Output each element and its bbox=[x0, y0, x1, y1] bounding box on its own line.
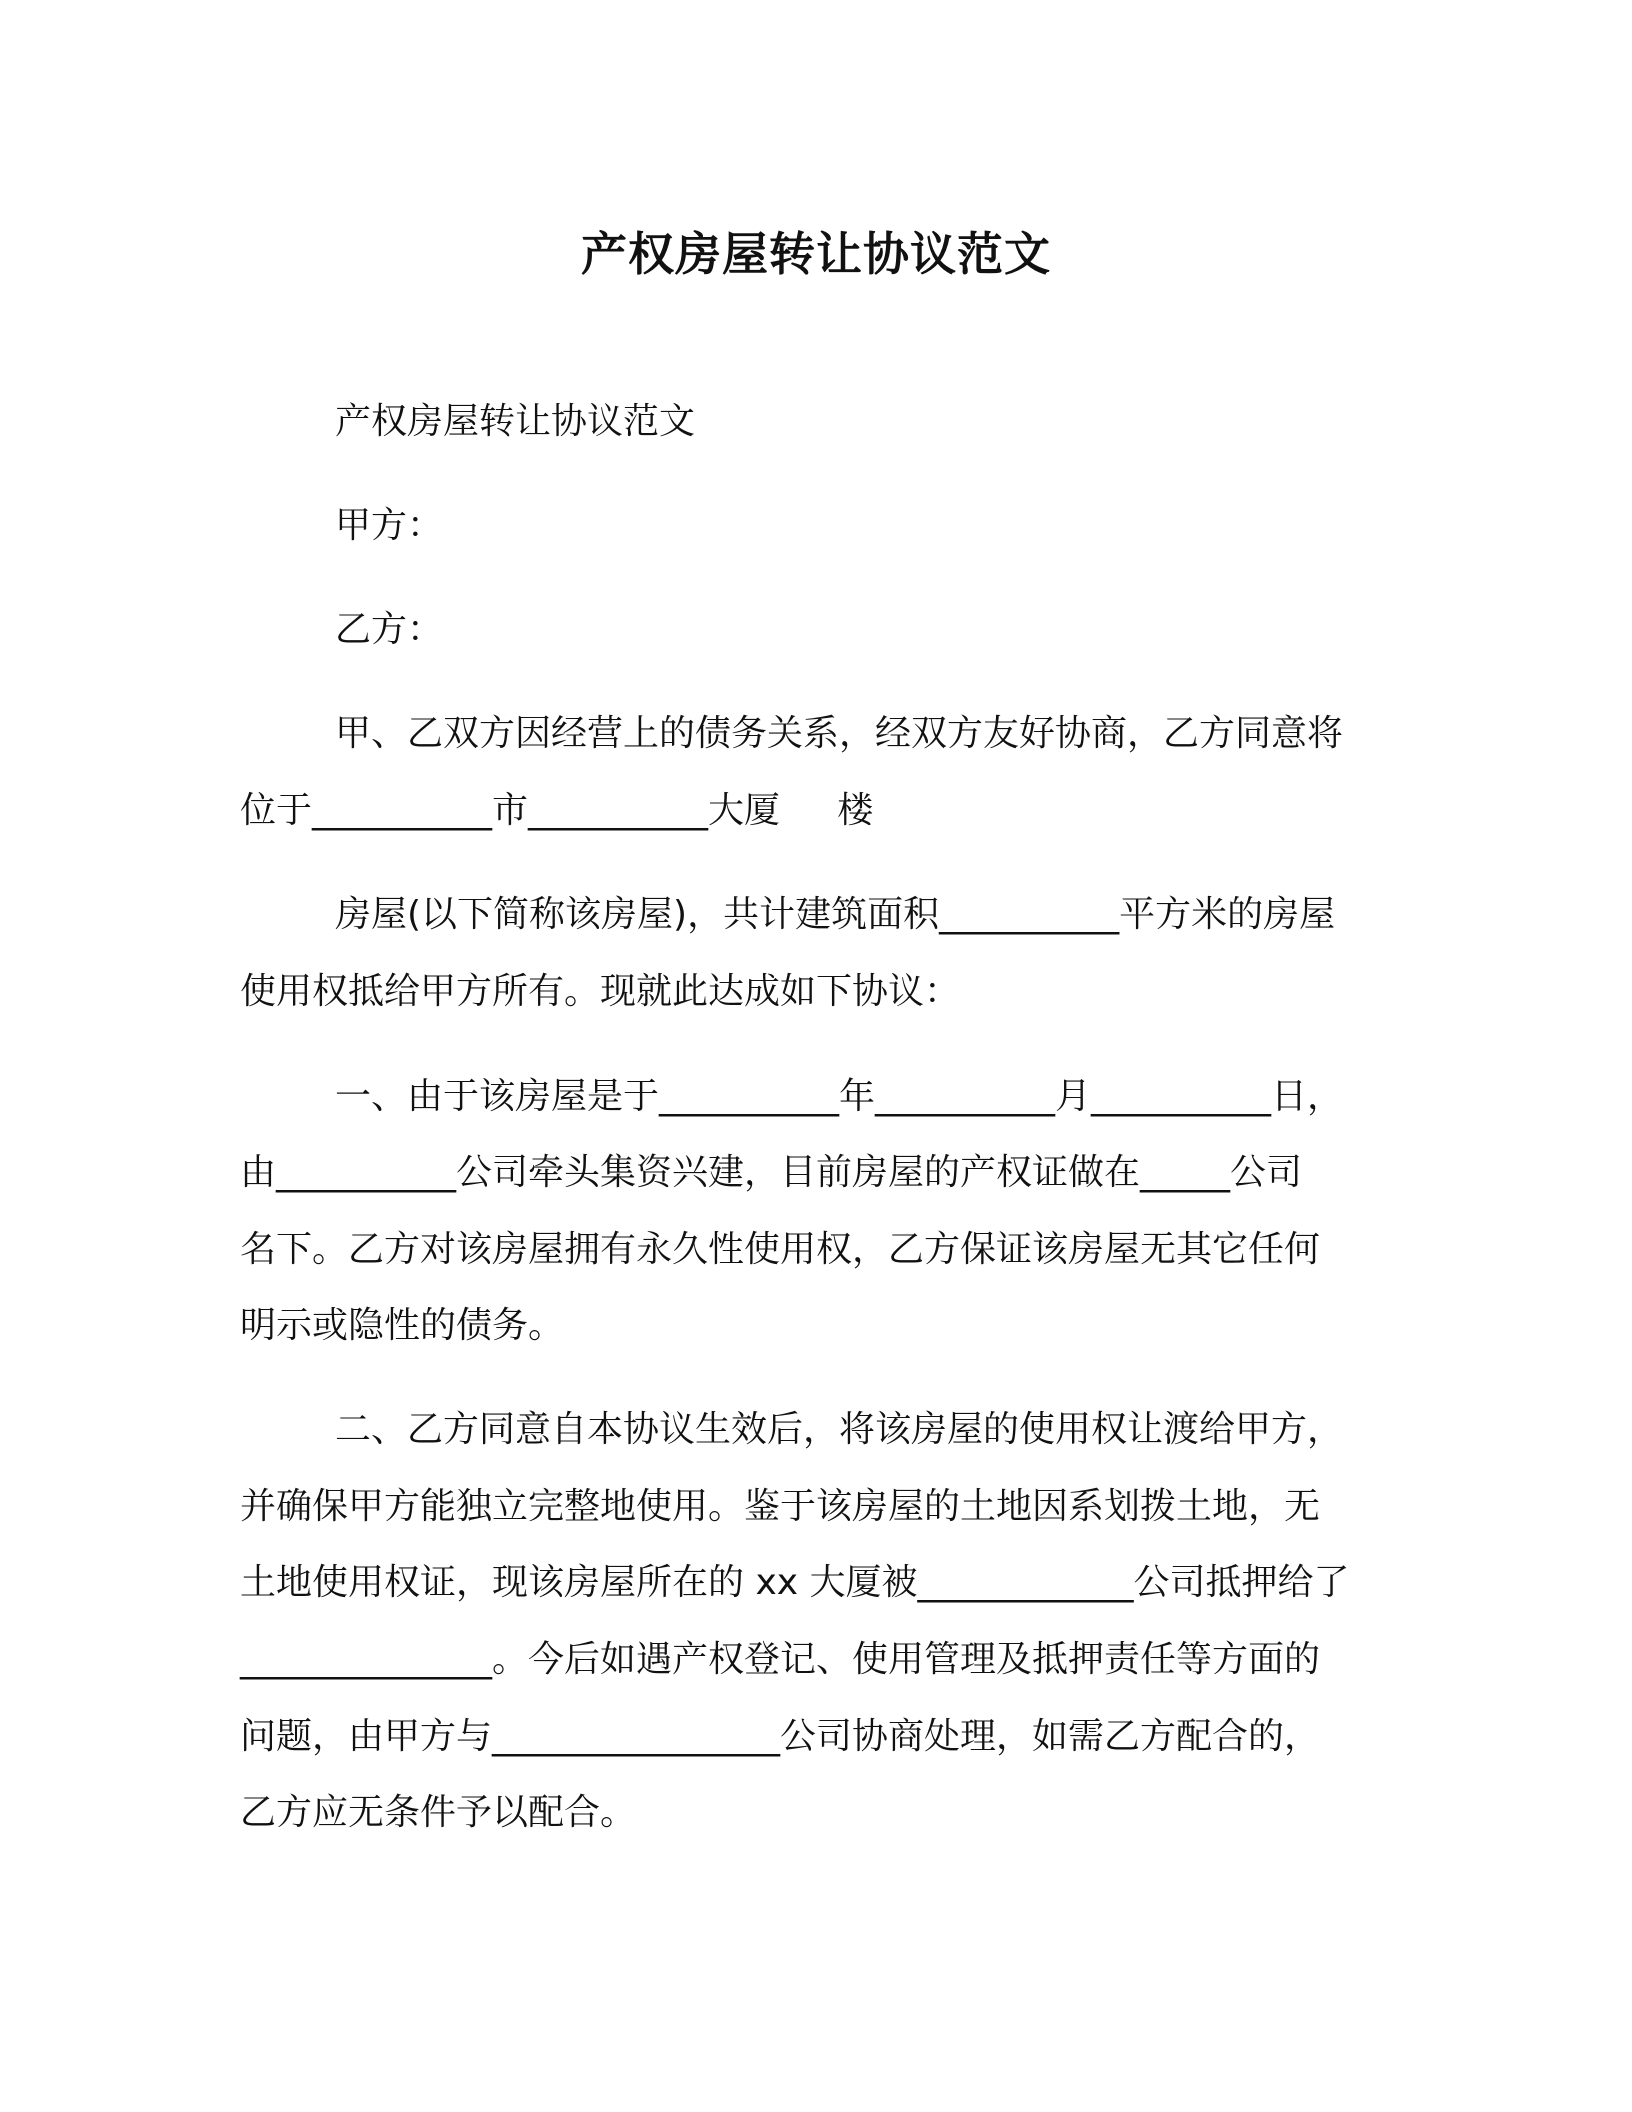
doc-line-heading: 产权房屋转让协议范文 bbox=[335, 401, 696, 442]
doc-line-intro-1: 甲、乙双方因经营上的债务关系，经双方友好协商，乙方同意将 bbox=[335, 713, 1344, 754]
doc-line-clause2-2: 并确保甲方能独立完整地使用。鉴于该房屋的土地因系划拨土地，无 bbox=[240, 1486, 1321, 1527]
doc-line-clause1-2: 由__________公司牵头集资兴建，目前房屋的产权证做在_____公司 bbox=[240, 1152, 1303, 1193]
doc-line-party-b: 乙方： bbox=[335, 609, 444, 650]
doc-line-clause1-1: 一、由于该房屋是于__________年__________月__________日， bbox=[335, 1076, 1344, 1117]
doc-line-clause1-3: 名下。乙方对该房屋拥有永久性使用权，乙方保证该房屋无其它任何 bbox=[240, 1229, 1321, 1270]
doc-line-clause2-1: 二、乙方同意自本协议生效后，将该房屋的使用权让渡给甲方， bbox=[335, 1409, 1344, 1450]
doc-line-party-a: 甲方： bbox=[335, 505, 444, 546]
document-title: 产权房屋转让协议范文 bbox=[581, 227, 1051, 281]
doc-line-clause2-6: 乙方应无条件予以配合。 bbox=[240, 1792, 637, 1833]
doc-line-area-1: 房屋(以下简称该房屋)，共计建筑面积__________平方米的房屋 bbox=[335, 894, 1336, 935]
doc-line-area-2: 使用权抵给甲方所有。现就此达成如下协议： bbox=[240, 971, 961, 1012]
doc-line-clause2-4: ______________。今后如遇产权登记、使用管理及抵押责任等方面的 bbox=[240, 1639, 1321, 1680]
doc-line-clause2-5: 问题，由甲方与________________公司协商处理，如需乙方配合的， bbox=[240, 1716, 1321, 1757]
doc-line-intro-2: 位于__________市__________大厦 楼 bbox=[240, 790, 874, 831]
doc-line-clause1-4: 明示或隐性的债务。 bbox=[240, 1305, 565, 1346]
doc-line-clause2-3: 土地使用权证，现该房屋所在的 xx 大厦被____________公司抵押给了 bbox=[240, 1562, 1350, 1603]
